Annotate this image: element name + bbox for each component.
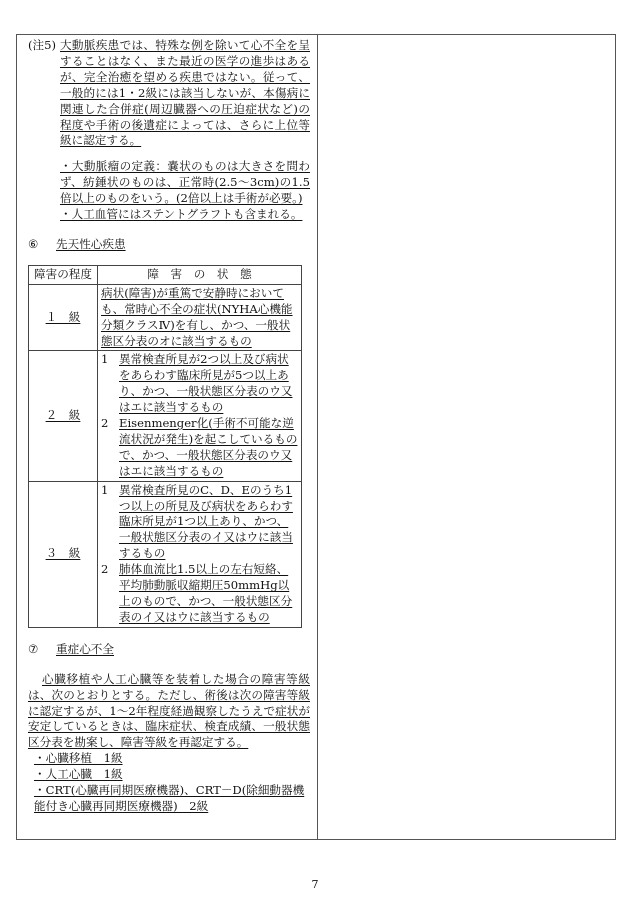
criterion-number: 1 [101, 482, 109, 497]
left-column [28, 38, 310, 815]
table-row [29, 284, 302, 351]
column-divider [317, 34, 318, 840]
grade-list [28, 751, 310, 815]
list-item: ・CRT(心臓再同期医療機器)、CRT－D(除細動器機能付き心臓再同期医療機器) 2級 [34, 783, 305, 813]
table-header-row [29, 265, 302, 284]
criterion-number: 2 [101, 416, 109, 431]
note-5 [28, 38, 310, 149]
grade-level: １ 級 [29, 284, 98, 351]
criterion-item [101, 416, 298, 480]
section-title: 重症心不全 [56, 641, 114, 656]
criterion-number: 1 [101, 352, 109, 367]
note-text: 大動脈疾患では、特殊な例を除いて心不全を呈することはなく、また最近の医学の進歩はあるが、完全治癒を望める疾患ではない。従って、一般的には1・2級には該当しないが、本傷病に関連した合併症(周辺臓器への圧迫症状など)の程度や手術の後遺症によっては、さらに上位等級に認定する。 [60, 38, 310, 148]
list-item: ・人工心臓 1級 [34, 767, 123, 782]
grade-level: ３ 級 [29, 481, 98, 627]
header-state: 障 害 の 状 態 [98, 265, 302, 284]
section-heading-7 [28, 642, 310, 658]
grade-table [28, 265, 302, 628]
list-item: ・心臓移植 1級 [34, 751, 123, 766]
definitions [60, 159, 310, 223]
grade-level: ２ 級 [29, 351, 98, 481]
section-heading-6 [28, 237, 310, 253]
definition-graft: ・人工血管にはステントグラフトも含まれる。 [60, 207, 303, 222]
severe-heart-failure-paragraph: 心臓移植や人工心臓等を装着した場合の障害等級は、次のとおりとする。ただし、術後は次の障害等級に認定するが、1～2年程度経過観察したうえで症状が安定しているときは、臨床症状、検査成績、一般状態区分表を勘案し、障害等級を再認定する。 [28, 671, 310, 750]
criterion-text: 病状(障害)が重篤で安静時においても、常時心不全の症状(NYHA心機能分類クラスⅣ)を有し、かつ、一般状態区分表のオに該当するもの [101, 285, 293, 348]
table-row [29, 351, 302, 481]
header-level: 障害の程度 [29, 265, 98, 284]
criterion-text: 肺体血流比1.5以上の左右短絡、平均肺動脈収縮期圧50mmHg以上のもので、かつ、一般状態区分表のイ又はウに該当するもの [119, 562, 293, 624]
criterion-text: 異常検査所見が2つ以上及び病状をあらわす臨床所見が5つ以上あり、かつ、一般状態区分表のウ又はエに該当するもの [119, 352, 293, 415]
definition-aneurysm: ・大動脈瘤の定義：嚢状のものは大きさを問わず、紡錘状のものは、正常時(2.5～3cm)の1.5倍以上のものをいう。(2倍以上は手術が必要。) [60, 159, 310, 206]
grade-description [98, 481, 302, 627]
grade-description [98, 284, 302, 351]
section-number: ⑦ [28, 641, 39, 656]
criterion-item [101, 562, 298, 626]
table-row [29, 481, 302, 627]
section-number: ⑥ [28, 236, 39, 251]
criterion-number: 2 [101, 562, 109, 577]
grade-description [98, 351, 302, 481]
page-number: 7 [311, 878, 319, 891]
criterion-text: Eisenmenger化(手術不可能な逆流状況が発生)を起こしているもので、かつ、一般状態区分表のウ又はエに該当するもの [119, 416, 298, 478]
note-tag: (注5) [28, 38, 57, 52]
criterion-item [101, 352, 298, 416]
criterion-item [101, 483, 298, 563]
criterion-text: 異常検査所見のC、D、Eのうち1つ以上の所見及び病状をあらわす臨床所見が1つ以上あり、かつ、一般状態区分表のイ又はウに該当するもの [119, 482, 293, 561]
section-title: 先天性心疾患 [56, 236, 126, 251]
